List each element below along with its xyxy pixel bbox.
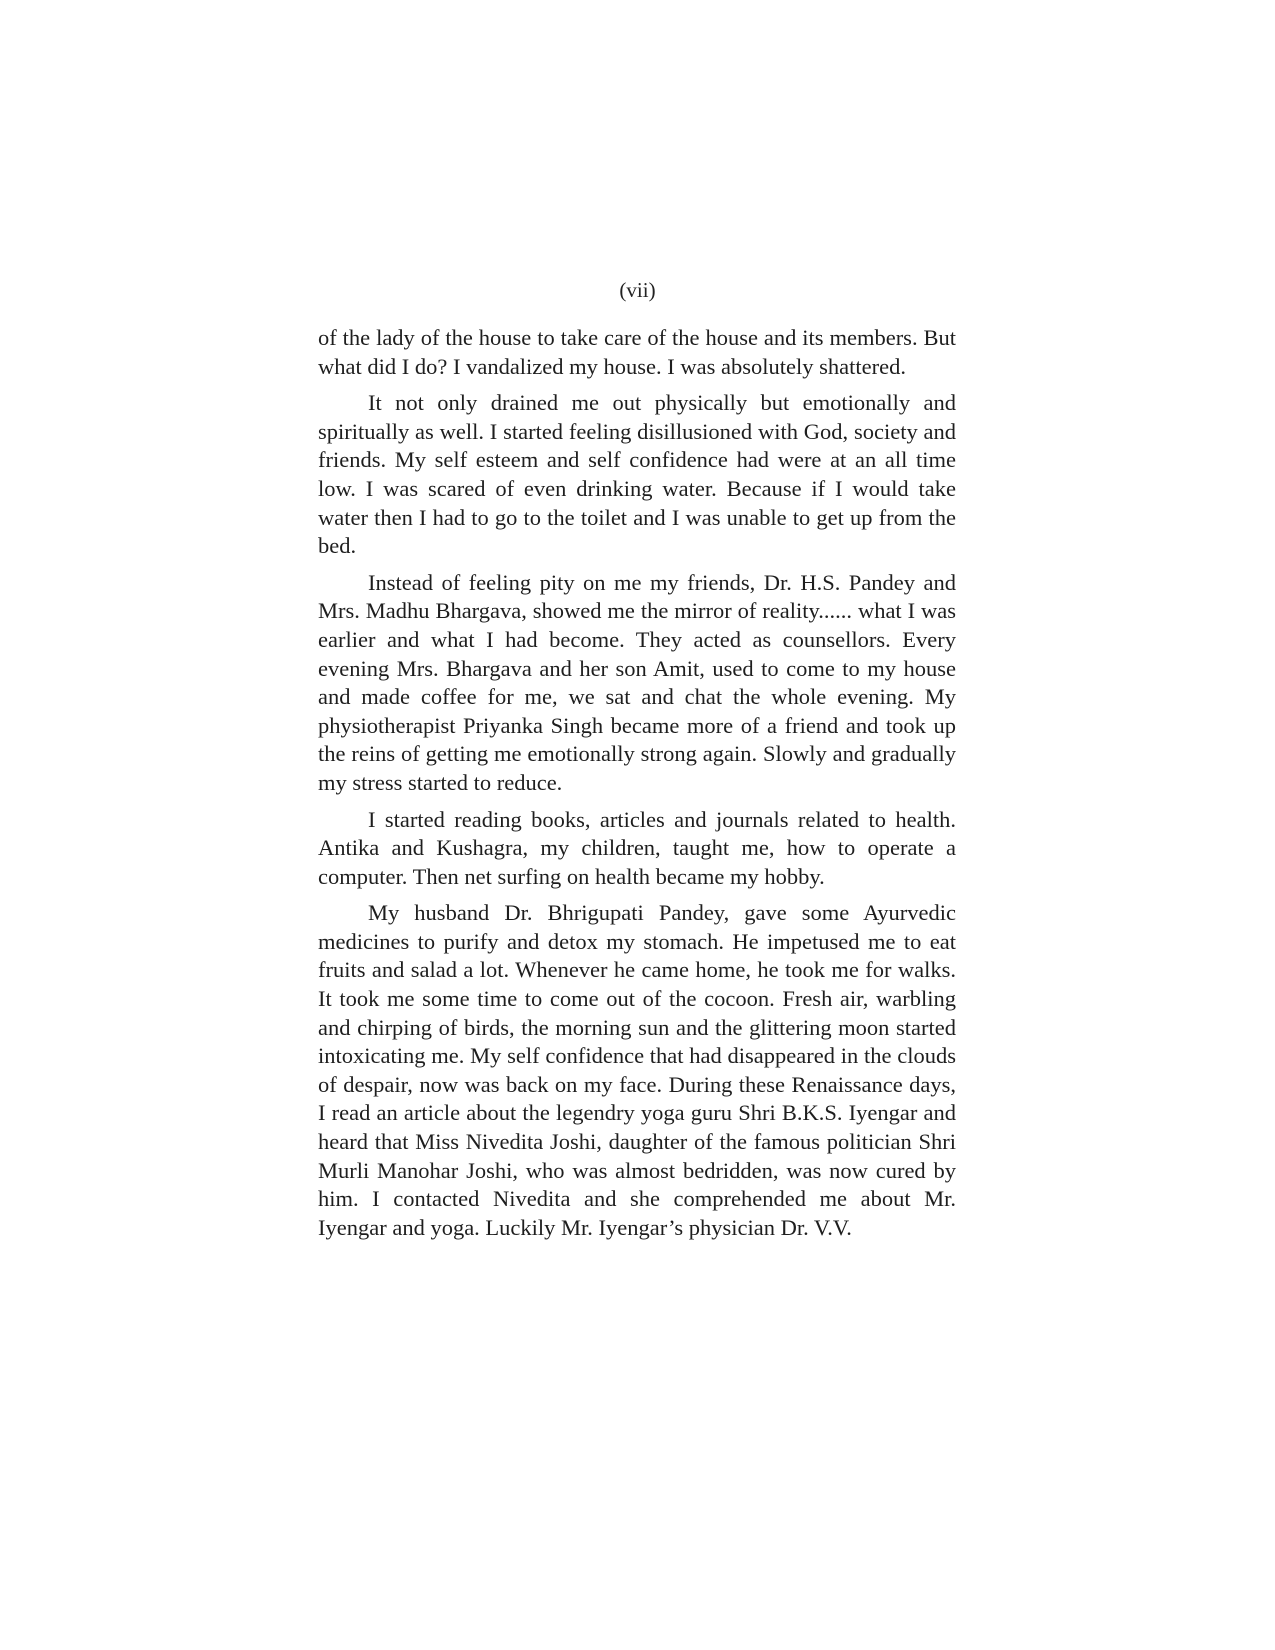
paragraph-2: It not only drained me out physically but emotionally and spiritually as well. I started feeling disillusioned with God, society and friends. My self esteem and self confidence had were at an all time low. I was scared of even drinking water. Because if I would take water then I had to go to the toilet and I was unable to get up from the bed. — [318, 390, 956, 559]
body-text — [318, 324, 956, 1250]
paragraph-5: My husband Dr. Bhrigupati Pandey, gave some Ayurvedic medicines to purify and detox my stomach. He impetused me to eat fruits and salad a lot. Whenever he came home, he took me for walks. It took me some time to come out of the cocoon. Fresh air, warbling and chirping of birds, the morning sun and the glittering moon started intoxicating me. My self confidence that had disappeared in the clouds of despair, now was back on my face. During these Renaissance days, I read an article about the legendry yoga guru Shri B.K.S. Iyengar and heard that Miss Nivedita Joshi, daughter of the famous politician Shri Murli Manohar Joshi, who was almost bedridden, was now cured by him. I contacted Nivedita and she comprehended me about Mr. Iyengar and yoga. Luckily Mr. Iyengar’s physician Dr. V.V. — [318, 900, 956, 1240]
paragraph-4: I started reading books, articles and journals related to health. Antika and Kushagra, my children, taught me, how to operate a computer. Then net surfing on health became my hobby. — [318, 806, 956, 889]
paragraph-1: of the lady of the house to take care of the house and its members. But what did I do? I vandalized my house. I was absolutely shattered. — [318, 325, 956, 379]
page-number: (vii) — [619, 278, 656, 302]
paragraph-3: Instead of feeling pity on me my friends, Dr. H.S. Pandey and Mrs. Madhu Bhargava, showed me the mirror of reality...... what I was earlier and what I had become. They acted as counsellors. Every evening Mrs. Bhargava and her son Amit, used to come to my house and made coffee for me, we sat and chat the whole evening. My physiotherapist Priyanka Singh became more of a friend and took up the reins of getting me emotionally strong again. Slowly and gradually my stress started to reduce. — [318, 569, 956, 795]
